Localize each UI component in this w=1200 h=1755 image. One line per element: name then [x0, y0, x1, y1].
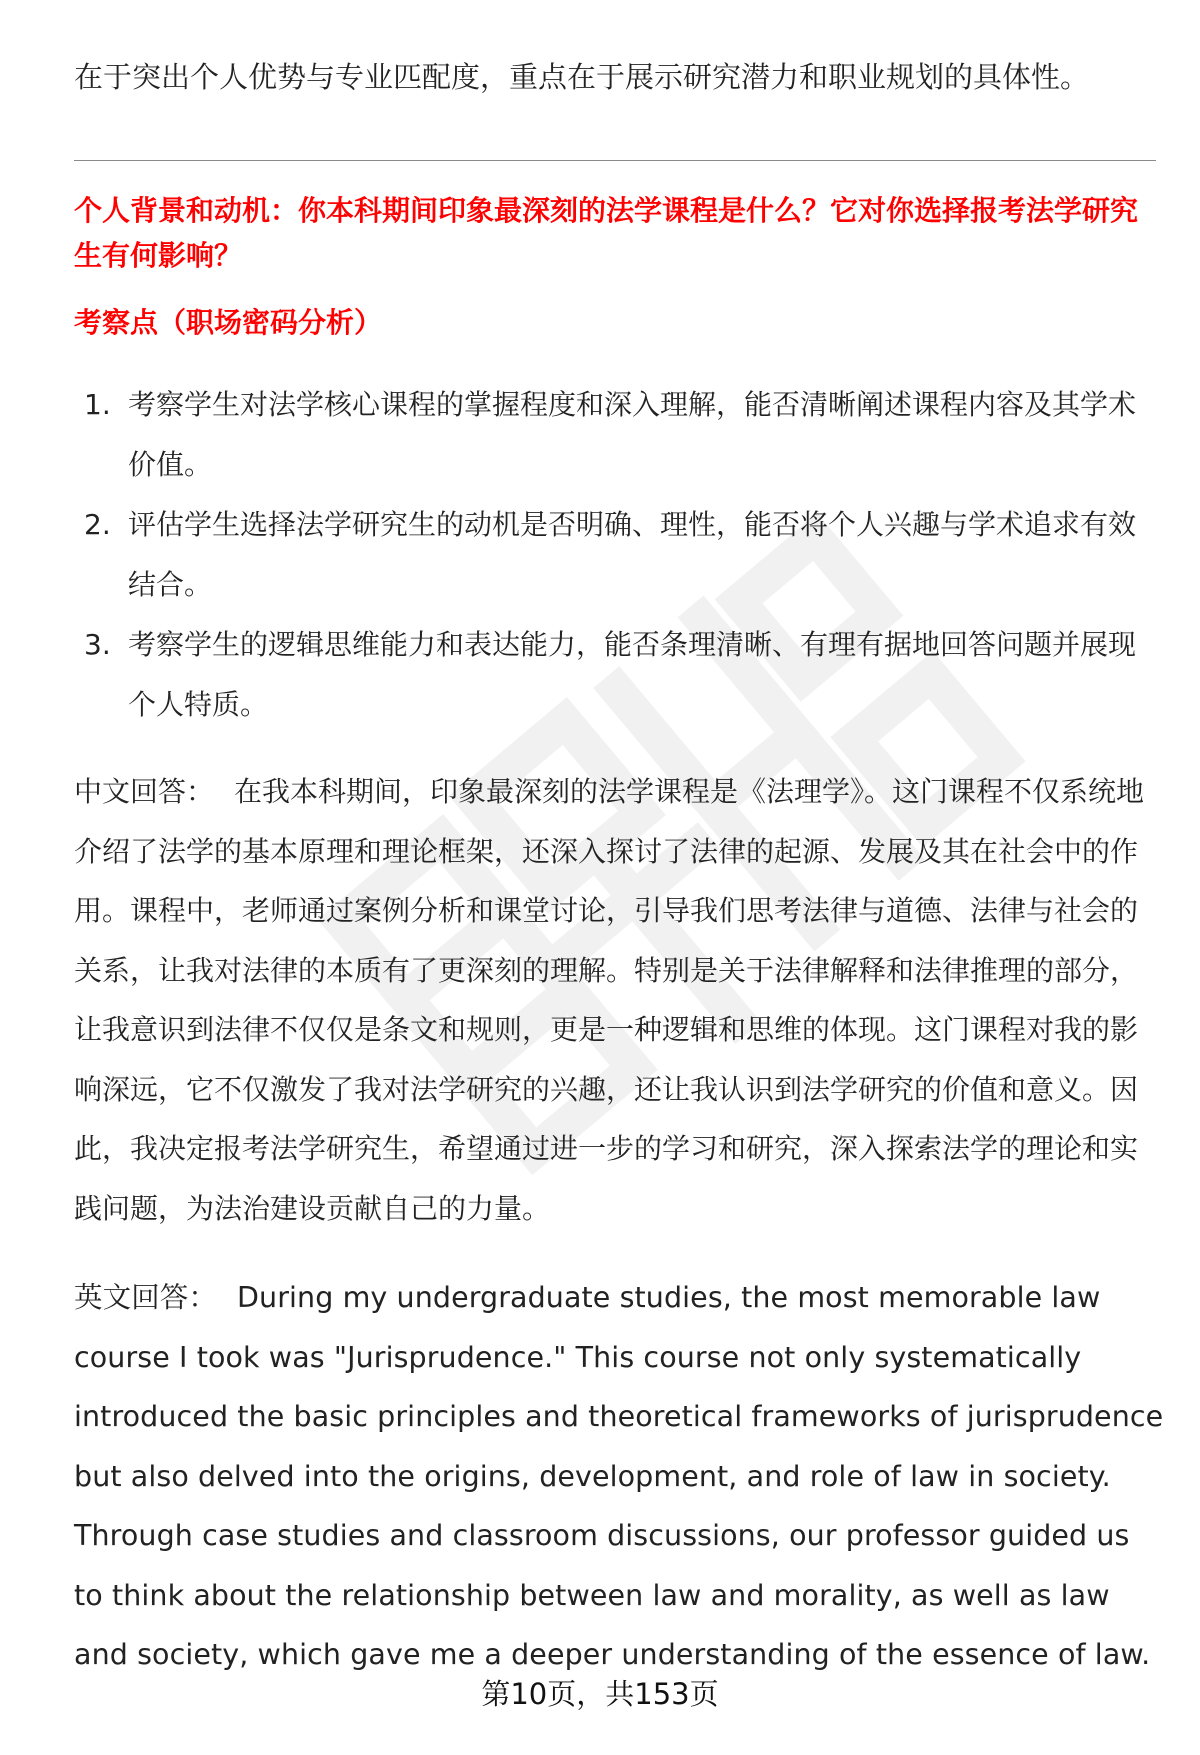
english-answer	[74, 1268, 1164, 1685]
chinese-answer	[74, 762, 1156, 1238]
list-item-text: 考察学生对法学核心课程的掌握程度和深入理解，能否清晰阐述课程内容及其学术价值。	[128, 388, 1137, 481]
assessment-item-1	[74, 375, 1156, 495]
list-number: 3.	[84, 628, 111, 661]
intro-paragraph: 在于突出个人优势与专业匹配度，重点在于展示研究潜力和职业规划的具体性。	[74, 60, 1090, 94]
assessment-item-3	[74, 615, 1156, 735]
assessment-title: 考察点（职场密码分析）	[74, 306, 383, 339]
assessment-list	[74, 375, 1156, 735]
page-number-footer: 第10页，共153页	[481, 1677, 719, 1711]
question-heading: 个人背景和动机：你本科期间印象最深刻的法学课程是什么？它对你选择报考法学研究生有何影响？	[74, 194, 1139, 272]
english-answer-text: During my undergraduate studies, the most memorable law course I took was "Jurisprudence." This course not only systematically introduced the basic principles and theoretical frameworks of jurisprudence but also delved into the origins, development, and role of law in society. Through case studies and classroom discussions, our professor guided us to think about the relationship between law and morality, as well as law and society, which gave me a deeper understanding of the essence of law.	[74, 1281, 1164, 1671]
chinese-answer-text: 在我本科期间，印象最深刻的法学课程是《法理学》。这门课程不仅系统地介绍了法学的基本原理和理论框架，还深入探讨了法律的起源、发展及其在社会中的作用。课程中，老师通过案例分析和课堂讨论，引导我们思考法律与道德、法律与社会的关系，让我对法律的本质有了更深刻的理解。特别是关于法律解释和法律推理的部分，让我意识到法律不仅仅是条文和规则，更是一种逻辑和思维的体现。这门课程对我的影响深远，它不仅激发了我对法学研究的兴趣，还让我认识到法学研究的价值和意义。因此，我决定报考法学研究生，希望通过进一步的学习和研究，深入探索法学的理论和实践问题，为法治建设贡献自己的力量。	[74, 775, 1145, 1225]
list-number: 2.	[84, 508, 111, 541]
english-answer-label: 英文回答：	[74, 1281, 218, 1314]
list-item-text: 评估学生选择法学研究生的动机是否明确、理性，能否将个人兴趣与学术追求有效结合。	[128, 508, 1137, 601]
section-divider	[74, 160, 1156, 161]
assessment-item-2	[74, 495, 1156, 615]
chinese-answer-label: 中文回答：	[74, 775, 215, 808]
list-item-text: 考察学生的逻辑思维能力和表达能力，能否条理清晰、有理有据地回答问题并展现个人特质。	[128, 628, 1137, 721]
list-number: 1.	[84, 388, 111, 421]
